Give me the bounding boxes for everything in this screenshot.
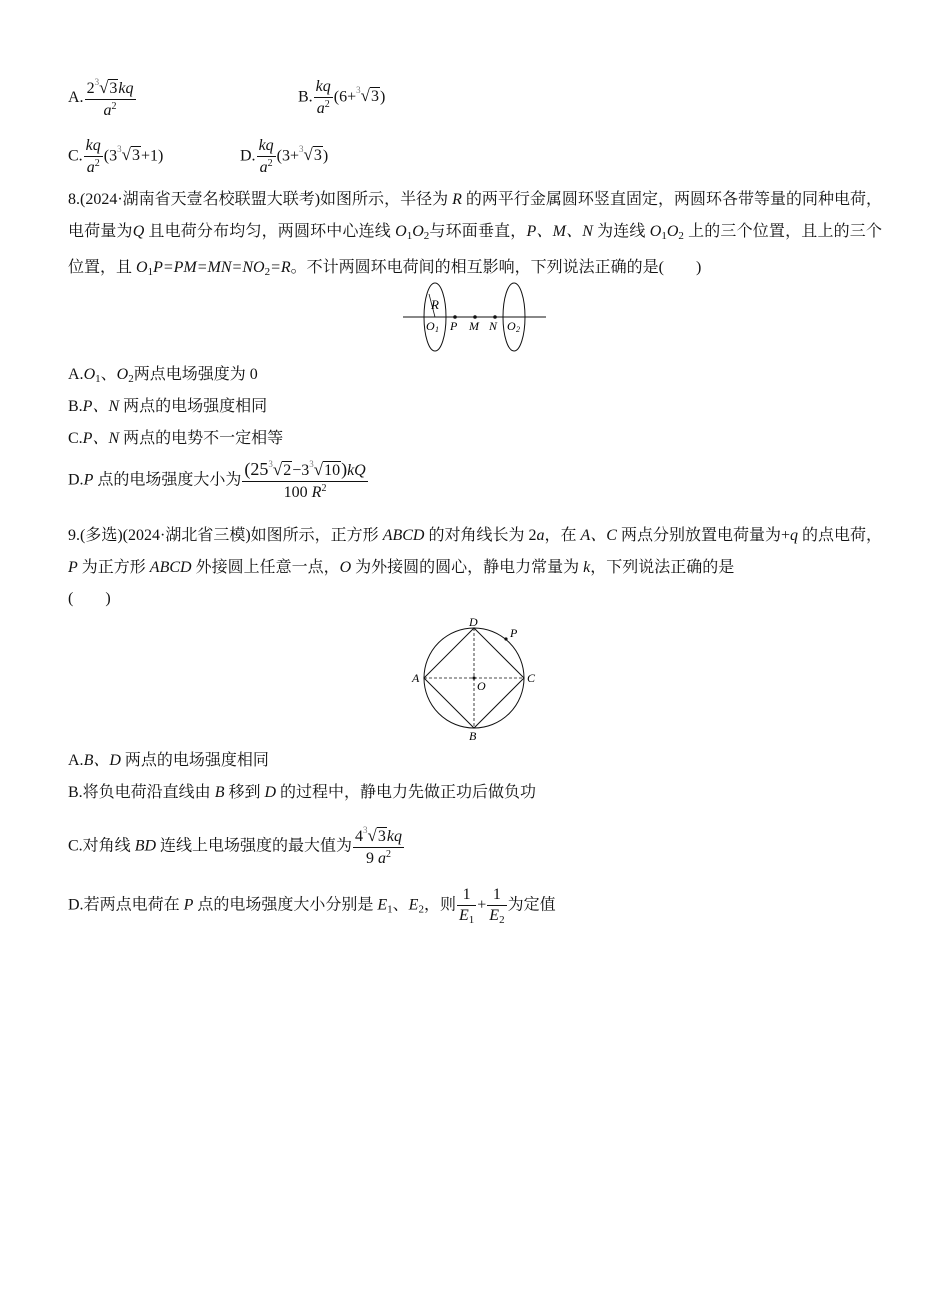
- label-o1: O: [426, 319, 435, 333]
- label-b: B: [469, 729, 477, 743]
- q9-square-circle-figure: [408, 612, 540, 744]
- q9-stem: 9.(多选)(2024·湖北省三模)如图所示，正方形 ABCD 的对角线长为 2a，在 A、C 两点分别放置电荷量为+q 的点电荷，P 为正方形 ABCD 外接圆上任意一点，O 为外接圆的圆心，静电力常量为 k，下列说法正确的是 ( ): [68, 527, 882, 607]
- q7-options-row1: [68, 78, 137, 119]
- label-p: P: [450, 319, 458, 333]
- q7-option-c: C. $\frac{kq}{a^2}$ $(3^3√3+1)$: [68, 137, 164, 176]
- q9-c-fraction: $\frac{4^3√3kq}{9 a^2}$: [355, 825, 402, 867]
- label-n: N: [489, 319, 498, 333]
- q9-option-d: D.若两点电荷在 P 点的电场强度大小分别是 $E_1$、$E_2$，则 $\frac{1}{E_1}$ + $\frac{1}{E_2}$ 为定值: [68, 886, 556, 926]
- label-p: P: [510, 626, 518, 640]
- label-o2-sub: 2: [516, 325, 520, 334]
- q8-option-a: $A.O_1$、$O_2$两点电场强度为 0: [68, 366, 258, 385]
- q7-option-a: A. $\frac{2^3√3kq}{a^2}$: [68, 77, 134, 119]
- q7-option-d: D. $\frac{kq}{a^2}$ (3+$^3$√3): [240, 137, 329, 176]
- center-o: [472, 676, 475, 679]
- q9-option-a: A.B、D 两点的电场强度相同: [68, 752, 269, 769]
- q9-option-b: B.将负电荷沿直线由 B 移到 D 的过程中，静电力先做正功后做负功: [68, 784, 537, 801]
- q7-option-b: B. $\frac{kq}{a^2}$ (6+$^3$√3): [298, 78, 386, 117]
- point-p: [504, 637, 507, 640]
- label-a: A: [412, 671, 420, 685]
- label-r: R: [431, 297, 439, 312]
- q8-option-b: B.P、N 两点的电场强度相同: [68, 398, 268, 415]
- q8-rings-figure: [400, 278, 550, 356]
- label-o2: O: [507, 319, 516, 333]
- label-o1-sub: 1: [435, 325, 439, 334]
- label-d: D: [469, 615, 478, 629]
- q9-option-c: C.对角线 BD 连线上电场强度的最大值为 $\frac{4^3√3kq}{9 a^2}$: [68, 825, 402, 867]
- label-m: M: [469, 319, 479, 333]
- q8-option-c: C.P、N 两点的电势不一定相等: [68, 430, 284, 447]
- q7-a-fraction: $\frac{2^3√3kq}{a^2}$: [86, 77, 134, 119]
- label-c: C: [527, 671, 536, 685]
- q8-d-fraction: $\frac{(25^3√2-3^3√10)kQ}{100 R^2}$: [244, 459, 366, 501]
- label-o: O: [477, 679, 486, 693]
- q8-stem: 8.(2024·湖南省天壹名校联盟大联考)如图所示，半径为 R 的两平行金属圆环竖直固定，两圆环各带等量的同种电荷，电荷量为Q 且电荷分布均匀，两圆环中心连线 $O_1O_2$与环面垂直，P、M、N 为连线 $O_1O_2$ 上的三个位置，且上的三个位置，且 $O_1P=PM=MN=NO_2=R$。不计两圆环电荷间的相互影响，下列说法正确的是( ): [68, 191, 883, 278]
- q8-option-d: D.P 点的电场强度大小为 $\frac{(25^3√2-3^3√10)kQ}{100 R^2}$: [68, 459, 366, 501]
